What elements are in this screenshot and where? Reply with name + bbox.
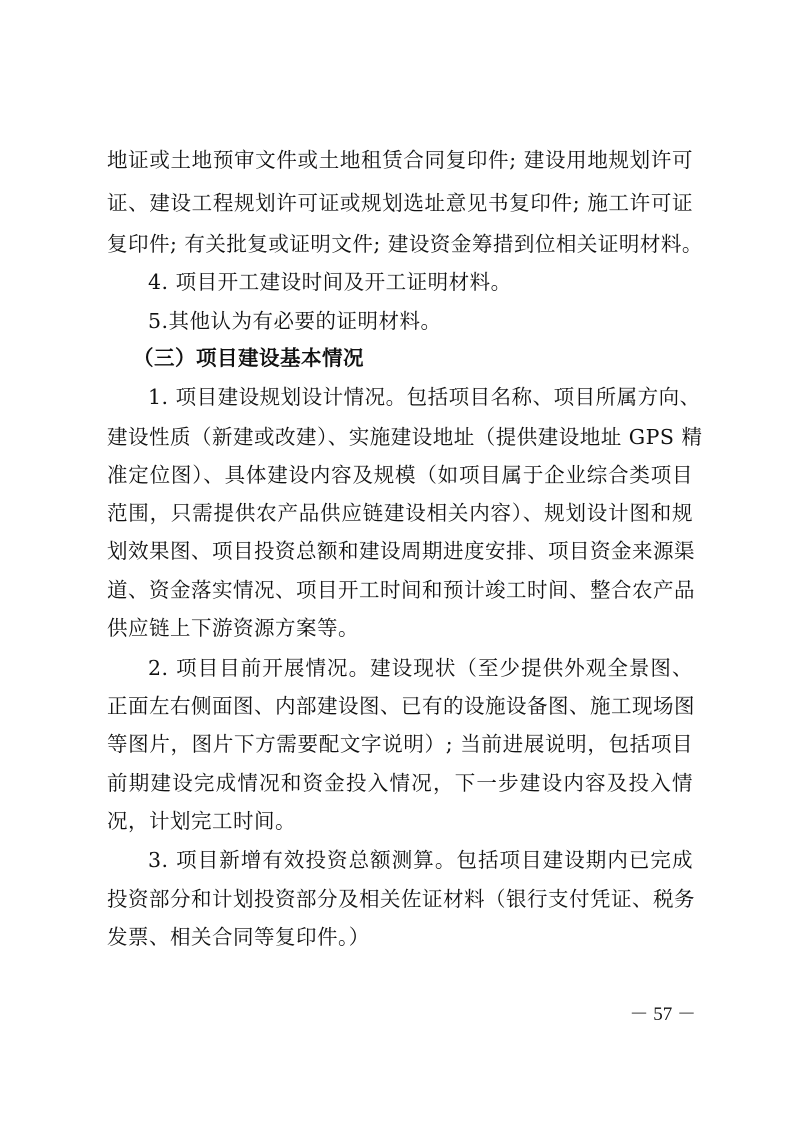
paragraph-line: 证、建设工程规划许可证或规划选址意见书复印件; 施工许可证 — [107, 191, 693, 215]
page-number: － 57 － — [629, 1004, 696, 1025]
paragraph-line: 划效果图、项目投资总额和建设周期进度安排、项目资金来源渠 — [107, 539, 695, 563]
list-item-5: 5.其他认为有必要的证明材料。 — [148, 309, 442, 333]
paragraph-line: 道、资金落实情况、项目开工时间和预计竣工时间、整合农产品 — [107, 578, 695, 602]
paragraph-line: 正面左右侧面图、内部建设图、已有的设施设备图、施工现场图 — [107, 694, 695, 718]
paragraph-line: 等图片，图片下方需要配文字说明）; 当前进展说明，包括项目 — [107, 732, 693, 756]
paragraph-line: 建设性质（新建或改建）、实施建设地址（提供建设地址 GPS 精 — [107, 425, 703, 449]
paragraph-line: 准定位图）、具体建设内容及规模（如项目属于企业综合类项目 — [107, 463, 693, 487]
paragraph-line: 复印件; 有关批复或证明文件; 建设资金筹措到位相关证明材料。 — [107, 232, 703, 256]
paragraph-line: 地证或土地预审文件或土地租赁合同复印件; 建设用地规划许可 — [107, 148, 693, 172]
section-heading: （三）项目建设基本情况 — [133, 346, 364, 370]
paragraph-line: 发票、相关合同等复印件。） — [107, 925, 370, 949]
paragraph-line: 1. 项目建设规划设计情况。包括项目名称、项目所属方向、 — [148, 385, 701, 409]
paragraph-line: 2. 项目目前开展情况。建设现状（至少提供外观全景图、 — [148, 656, 693, 680]
paragraph-line: 况，计划完工时间。 — [107, 809, 296, 833]
paragraph-line: 供应链上下游资源方案等。 — [107, 616, 359, 640]
paragraph-line: 范围，只需提供农产品供应链建设相关内容）、规划设计图和规 — [107, 501, 693, 525]
paragraph-line: 前期建设完成情况和资金投入情况，下一步建设内容及投入情 — [107, 771, 693, 795]
paragraph-line: 投资部分和计划投资部分及相关佐证材料（银行支付凭证、税务 — [107, 887, 695, 911]
paragraph-line: 3. 项目新增有效投资总额测算。包括项目建设期内已完成 — [148, 848, 693, 872]
list-item-4: 4. 项目开工建设时间及开工证明材料。 — [148, 270, 512, 294]
